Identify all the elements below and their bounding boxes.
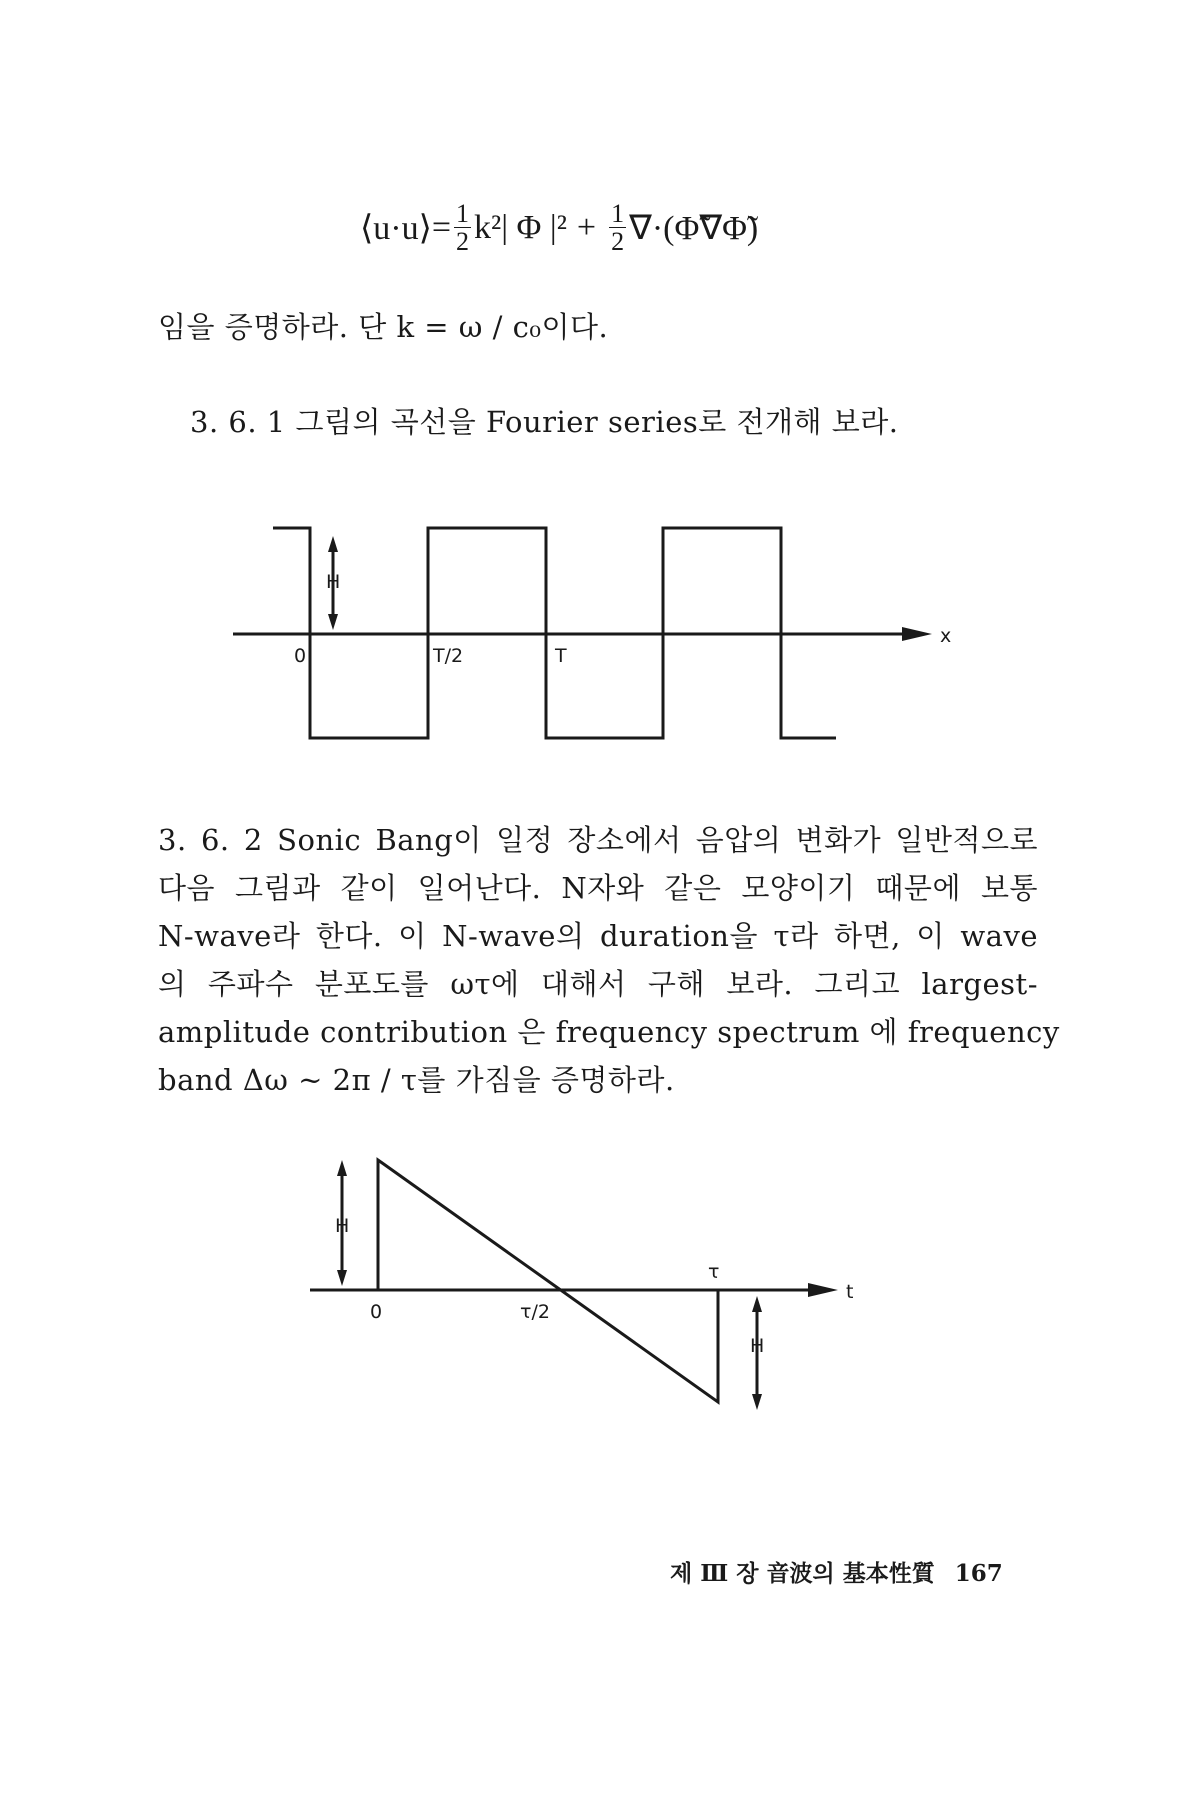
problem-3-6-2-line-3: N-wave라 한다. 이 N-wave의 duration을 τ라 하면, 이 wave (158, 919, 1038, 953)
problem-3-6-2-line-2: 다음 그림과 같이 일어난다. N자와 같은 모양이기 때문에 보통 (158, 871, 1038, 905)
equation-equals: = (431, 208, 452, 246)
t-axis-arrowhead (808, 1283, 838, 1297)
fig2-label-zero: 0 (370, 1301, 383, 1323)
equation-lhs: ⟨u·u⟩ (360, 209, 432, 247)
h-top-arrow-down-head (337, 1270, 347, 1286)
h-bottom-arrow-up-head (752, 1296, 762, 1312)
fig1-label-zero: 0 (294, 645, 307, 667)
h-bottom-arrow-down-head (752, 1394, 762, 1410)
h-top-arrow-up-head (337, 1160, 347, 1176)
equation-plus: + (576, 208, 597, 246)
fig2-label-t: t (846, 1281, 854, 1303)
fig2-label-h-bottom: H (750, 1335, 765, 1357)
equation-term2: ∇·(Φ̃∇Φ̃) (629, 209, 759, 247)
problem-3-6-2-line-5: amplitude contribution 은 frequency spectrum 에 frequency (158, 1015, 1060, 1049)
fig1-label-half-period: T/2 (433, 645, 464, 667)
fig1-label-h: H (326, 571, 341, 593)
problem-3-6-2-line-1: 3. 6. 2 Sonic Bang이 일정 장소에서 음압의 변화가 일반적으로 (158, 823, 1038, 857)
page-number: 167 (954, 1560, 1003, 1587)
problem-3-6-1: 3. 6. 1 그림의 곡선을 Fourier series로 전개해 보라. (190, 405, 899, 439)
fig2-label-h-top: H (335, 1215, 350, 1237)
n-wave-line (378, 1160, 718, 1402)
fraction-half-1: $\frac{1}{2}$ (456, 199, 470, 257)
problem-3-6-2-line-4: 의 주파수 분포도를 ωτ에 대해서 구해 보라. 그리고 largest- (158, 967, 1038, 1001)
page-footer (670, 1555, 1003, 1588)
fraction-half-2: $\frac{1}{2}$ (611, 199, 625, 257)
problem-3-6-2-line-6: band Δω ~ 2π / τ를 가짐을 증명하라. (158, 1063, 675, 1097)
fig1-label-period: T (555, 645, 567, 667)
fig1-label-x: x (940, 625, 952, 647)
fig2-label-half-duration: τ/2 (520, 1301, 550, 1323)
equation-term1: k²| Φ |² (474, 208, 567, 246)
chapter-title: 제 Ⅲ 장 音波의 基本性質 (670, 1560, 935, 1587)
fig2-label-tau: τ (708, 1261, 720, 1283)
proof-line: 임을 증명하라. 단 k = ω / c₀이다. (158, 310, 609, 344)
